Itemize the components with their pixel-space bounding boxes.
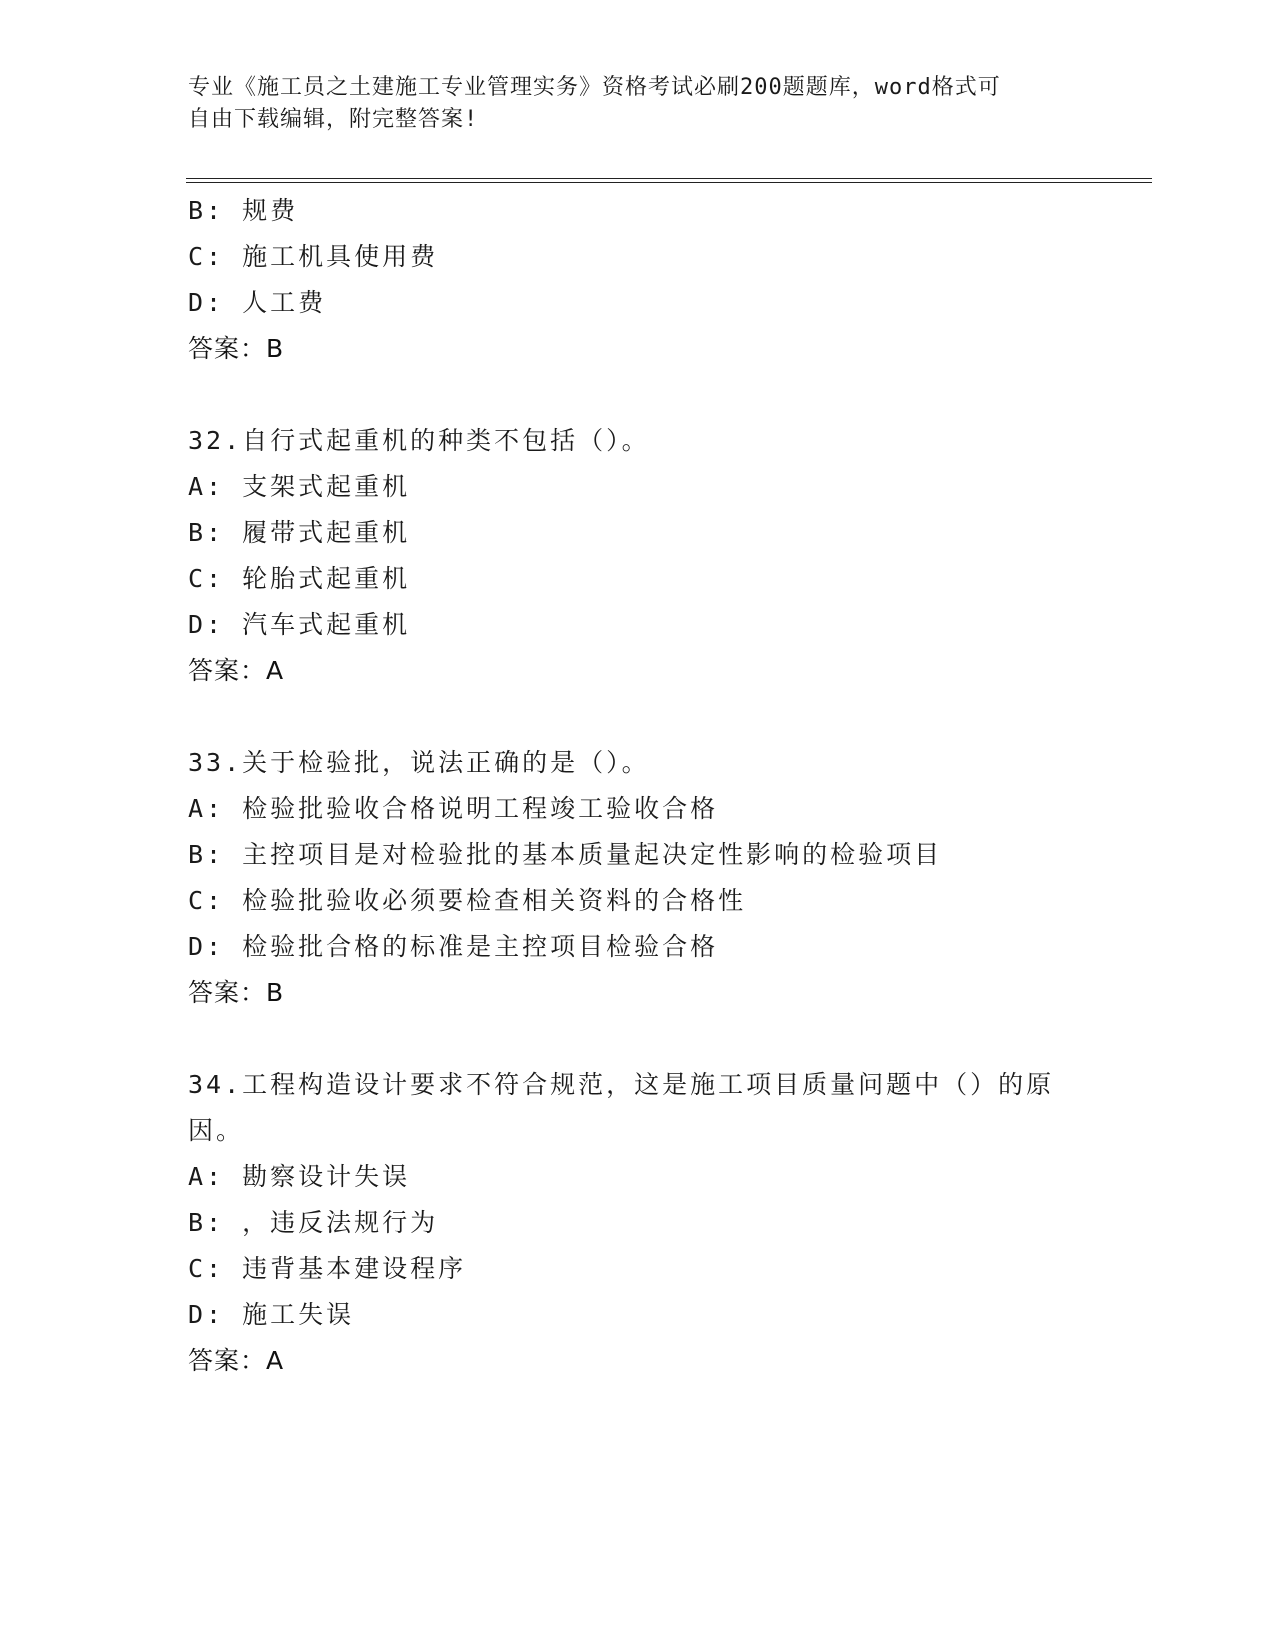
answer: 答案：A (188, 1346, 285, 1375)
header-divider-bottom (186, 182, 1152, 183)
question-31-tail (188, 188, 1088, 372)
question-stem-line-1: 34.工程构造设计要求不符合规范，这是施工项目质量问题中（）的原 (188, 1070, 1055, 1099)
option-b: B: 履带式起重机 (188, 518, 411, 547)
option-a: A: 支架式起重机 (188, 472, 411, 501)
spacer (188, 1016, 1088, 1062)
spacer (188, 694, 1088, 740)
option-b: B: 主控项目是对检验批的基本质量起决定性影响的检验项目 (188, 840, 943, 869)
option-a: A: 检验批验收合格说明工程竣工验收合格 (188, 794, 719, 823)
option-c: C: 检验批验收必须要检查相关资料的合格性 (188, 886, 747, 915)
question-stem-line-2: 因。 (188, 1116, 245, 1145)
answer: 答案：B (188, 978, 285, 1007)
option-d: D: 汽车式起重机 (188, 610, 411, 639)
option-d: D: 人工费 (188, 288, 327, 317)
question-stem: 33.关于检验批，说法正确的是（）。 (188, 748, 650, 777)
question-list (188, 188, 1088, 1384)
option-b: B: ，违反法规行为 (188, 1208, 439, 1237)
answer: 答案：A (188, 656, 285, 685)
header-divider-top (186, 178, 1152, 179)
header-title-line-1: 专业《施工员之土建施工专业管理实务》资格考试必刷200题题库，word格式可 (188, 75, 1001, 100)
question-34 (188, 1062, 1088, 1384)
option-d: D: 施工失误 (188, 1300, 355, 1329)
option-a: A: 勘察设计失误 (188, 1162, 411, 1191)
option-c: C: 施工机具使用费 (188, 242, 439, 271)
option-d: D: 检验批合格的标准是主控项目检验合格 (188, 932, 719, 961)
document-header (188, 72, 1088, 136)
question-32 (188, 418, 1088, 694)
question-33 (188, 740, 1088, 1016)
header-title-line-2: 自由下载编辑，附完整答案! (188, 107, 479, 132)
answer: 答案：B (188, 334, 285, 363)
spacer (188, 372, 1088, 418)
option-b: B: 规费 (188, 196, 299, 225)
question-stem: 32.自行式起重机的种类不包括（）。 (188, 426, 650, 455)
option-c: C: 轮胎式起重机 (188, 564, 411, 593)
option-c: C: 违背基本建设程序 (188, 1254, 467, 1283)
